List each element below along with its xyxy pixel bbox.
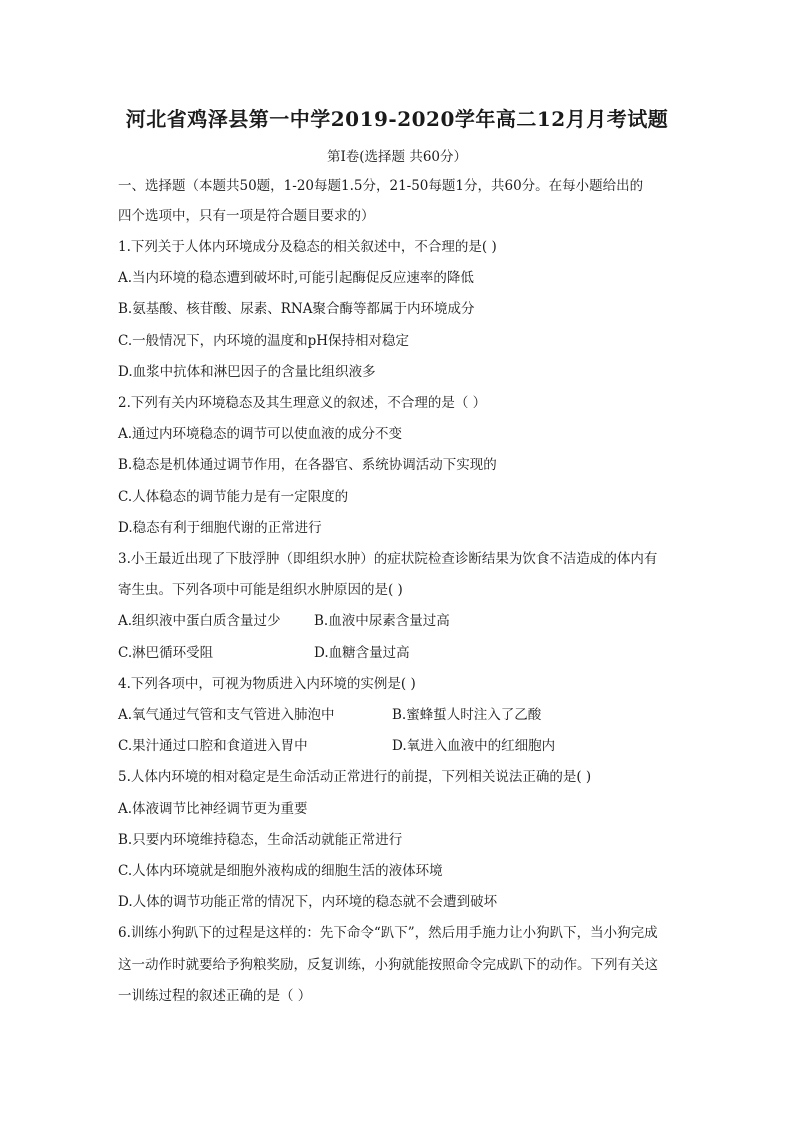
q3-stem-line1: 3.小王最近出现了下肢浮肿（即组织水肿）的症状院检查诊断结果为饮食不洁造成的体内有 (118, 551, 658, 567)
q3-option-a: A.组织液中蛋白质含量过少 (118, 613, 281, 629)
q6-stem-line3: 一训练过程的叙述正确的是（ ） (118, 988, 312, 1004)
q5-option-d: D.人体的调节功能正常的情况下，内环境的稳态就不会遭到破坏 (118, 894, 498, 910)
q2-stem: 2.下列有关内环境稳态及其生理意义的叙述，不合理的是（ ） (118, 395, 487, 411)
q1-option-a: A.当内环境的稳态遭到破坏时,可能引起酶促反应速率的降低 (118, 270, 474, 286)
q4-stem: 4.下列各项中，可视为物质进入内环境的实例是( ) (118, 676, 416, 692)
q6-stem-line1: 6.训练小狗趴下的过程是这样的：先下命令“趴下”，然后用手施力让小狗趴下，当小狗完成 (118, 925, 658, 941)
q3-option-d: D.血糖含量过高 (314, 645, 410, 661)
q1-option-b: B.氨基酸、核苷酸、尿素、RNA聚合酶等都属于内环境成分 (118, 301, 475, 317)
q3-stem-line2: 寄生虫。下列各项中可能是组织水肿原因的是( ) (118, 582, 403, 598)
q3-option-c: C.淋巴循环受阻 (118, 645, 214, 661)
q6-stem-line2: 这一动作时就要给予狗粮奖励，反复训练，小狗就能按照命令完成趴下的动作。下列有关这 (118, 957, 658, 973)
q4-option-c: C.果汁通过口腔和食道进入胃中 (118, 738, 308, 754)
page-subtitle: 第Ⅰ卷(选择题 共60分） (326, 149, 468, 165)
q5-option-a: A.体液调节比神经调节更为重要 (118, 801, 308, 817)
q3-option-b: B.血液中尿素含量过高 (314, 613, 450, 629)
q1-option-d: D.血浆中抗体和淋巴因子的含量比组织液多 (118, 364, 376, 380)
section-intro-line1: 一、选择题（本题共50题，1-20每题1.5分，21-50每题1分，共60分。在每小题给出的 (118, 178, 644, 194)
q2-option-a: A.通过内环境稳态的调节可以使血液的成分不变 (118, 426, 403, 442)
q1-option-c: C.一般情况下，内环境的温度和pH保持相对稳定 (118, 333, 410, 349)
q2-option-c: C.人体稳态的调节能力是有一定限度的 (118, 489, 349, 505)
q4-option-a: A.氧气通过气管和支气管进入肺泡中 (118, 707, 335, 723)
q2-option-b: B.稳态是机体通过调节作用，在各器官、系统协调活动下实现的 (118, 457, 497, 473)
q5-stem: 5.人体内环境的相对稳定是生命活动正常进行的前提，下列相关说法正确的是( ) (118, 769, 592, 785)
q4-option-d: D.氧进入血液中的红细胞内 (392, 738, 556, 754)
q1-stem: 1.下列关于人体内环境成分及稳态的相关叙述中，不合理的是( ) (118, 239, 497, 255)
q5-option-c: C.人体内环境就是细胞外液构成的细胞生活的液体环境 (118, 863, 443, 879)
q2-option-d: D.稳态有利于细胞代谢的正常进行 (118, 520, 322, 536)
section-intro-line2: 四个选项中，只有一项是符合题目要求的） (118, 208, 375, 224)
q5-option-b: B.只要内环境维持稳态，生命活动就能正常进行 (118, 832, 403, 848)
q4-option-b: B.蜜蜂蜇人时注入了乙酸 (392, 707, 542, 723)
page-title: 河北省鸡泽县第一中学2019-2020学年高二12月月考试题 (125, 107, 669, 131)
